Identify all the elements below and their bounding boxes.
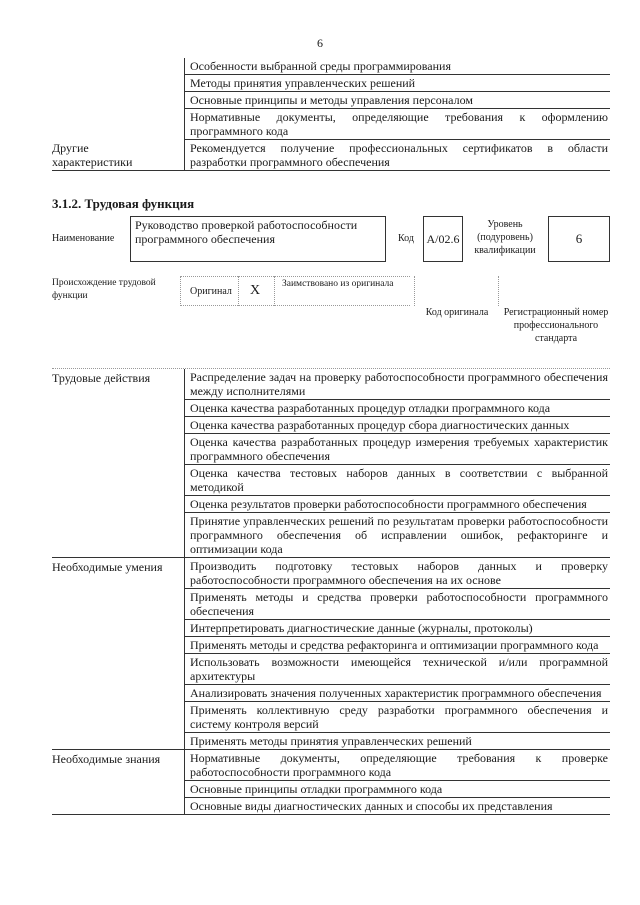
borrowed-label: Заимствовано из оригинала [282, 279, 394, 289]
registration-number-caption: Регистрационный номер профессионального стандарта [503, 307, 609, 344]
list-item: Распределение задач на проверку работоспособности программного обеспечения между исполнителями [185, 369, 610, 400]
list-item: Методы принятия управленческих решений [185, 75, 610, 92]
function-name: Руководство проверкой работоспособности программного обеспечения [130, 216, 386, 262]
divider [274, 276, 275, 306]
list-item: Основные принципы отладки программного кода [185, 781, 610, 798]
qualification-level: 6 [548, 216, 610, 262]
required-knowledge-label: Необходимые знания [52, 752, 161, 766]
table-cell-group [184, 369, 610, 557]
table-row [52, 140, 610, 171]
labor-actions-section [52, 369, 610, 558]
required-knowledge-section [52, 750, 610, 815]
list-item: Интерпретировать диагностические данные (журналы, протоколы) [185, 620, 610, 637]
list-item: Основные виды диагностических данных и способы их представления [190, 799, 553, 813]
list-item: Оценка качества разработанных процедур сбора диагностических данных [185, 417, 610, 434]
list-item: Использовать возможности имеющейся технической и/или программной архитектуры [185, 654, 610, 685]
list-item: Основные принципы и методы управления персоналом [185, 92, 610, 109]
list-item: Анализировать значения полученных характеристик программного обеспечения [185, 685, 610, 702]
top-requirements-table [52, 58, 610, 171]
list-item: Нормативные документы, определяющие требования к проверке работоспособности программного кода [185, 750, 610, 781]
divider [498, 276, 499, 306]
table-cell-group [184, 750, 610, 814]
list-item: Оценка качества разработанных процедур отладки программного кода [185, 400, 610, 417]
table-cell-group [184, 140, 610, 170]
divider [238, 276, 239, 306]
list-item: Нормативные документы, определяющие требования к оформлению программного кода [185, 109, 610, 140]
original-label: Оригинал [190, 286, 232, 297]
function-code: А/02.6 [423, 216, 463, 262]
level-label: Уровень (подуровень) квалификации [474, 219, 536, 256]
table-row [52, 58, 610, 140]
labor-function-table [52, 368, 610, 815]
other-characteristics-label: Другие характеристики [52, 141, 133, 169]
list-item: Применять методы и средства проверки работоспособности программного обеспечения [185, 589, 610, 620]
divider [414, 276, 415, 306]
other-characteristics-text: Рекомендуется получение профессиональных сертификатов в области разработки программного обеспечения [190, 141, 608, 169]
list-item: Принятие управленческих решений по результатам проверки работоспособности программного обеспечения об исправлении ошибок, рефакторинге и оптимизации кода [190, 514, 608, 556]
original-mark: X [250, 283, 261, 298]
list-item: Применять коллективную среду разработки программного обеспечения и систему контроля версий [185, 702, 610, 733]
table-cell-group [184, 558, 610, 749]
original-code-caption: Код оригинала [425, 307, 489, 318]
name-label: Наименование [52, 233, 115, 244]
list-item: Производить подготовку тестовых наборов данных и проверку работоспособности программного обеспечения на их основе [185, 558, 610, 589]
origin-row [52, 276, 610, 344]
required-skills-label: Необходимые умения [52, 560, 163, 574]
origin-label: Происхождение трудовой функции [52, 278, 156, 301]
table-cell-group [184, 58, 610, 140]
labor-actions-label: Трудовые действия [52, 371, 151, 385]
list-item: Оценка качества разработанных процедур измерения требуемых характеристик программного обеспечения [185, 434, 610, 465]
section-heading: 3.1.2. Трудовая функция [52, 196, 195, 211]
required-skills-section [52, 558, 610, 750]
list-item: Особенности выбранной среды программирования [185, 58, 610, 75]
list-item: Оценка результатов проверки работоспособности программного обеспечения [185, 496, 610, 513]
list-item: Оценка качества тестовых наборов данных в соответствии с выбранной методикой [185, 465, 610, 496]
function-header [52, 216, 610, 262]
empty-label-cell [52, 58, 184, 140]
list-item: Применять методы принятия управленческих решений [190, 734, 472, 748]
page-number: 6 [317, 36, 323, 50]
list-item: Применять методы и средства рефакторинга и оптимизации программного кода [185, 637, 610, 654]
code-label: Код [398, 233, 414, 244]
